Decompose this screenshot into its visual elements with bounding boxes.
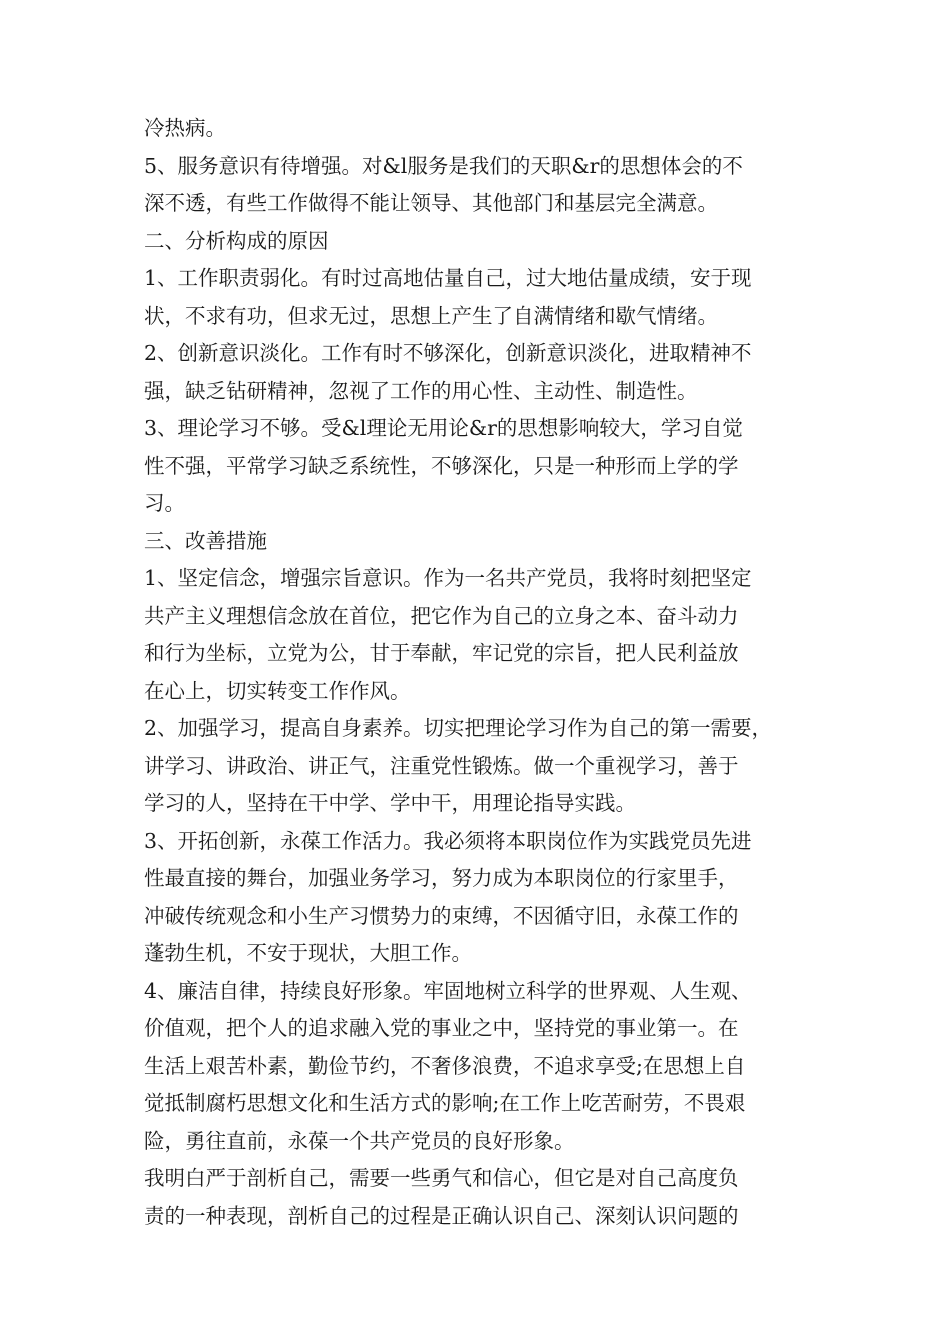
text-line: 1、工作职责弱化。有时过高地估量自己，过大地估量成绩，安于现 — [144, 266, 752, 290]
document-body — [144, 110, 814, 1235]
text-line: 价值观，把个人的追求融入党的事业之中，坚持党的事业第一。在 — [144, 1016, 739, 1040]
text-line: 生活上艰苦朴素，勤俭节约，不奢侈浪费，不追求享受;在思想上自 — [144, 1053, 746, 1078]
text-line: 学习的人，坚持在干中学、学中干，用理论指导实践。 — [144, 791, 636, 815]
text-line: 3、开拓创新，永葆工作活力。我必须将本职岗位作为实践党员先进 — [144, 828, 752, 853]
text-line: 5、服务意识有待增强。对&l服务是我们的天职&r的思想体会的不 — [144, 153, 743, 178]
text-line: 强，缺乏钻研精神，忽视了工作的用心性、主动性、制造性。 — [144, 378, 698, 403]
text-line: 4、廉洁自律，持续良好形象。牢固地树立科学的世界观、人生观、 — [144, 978, 752, 1003]
text-line: 1、坚定信念，增强宗旨意识。作为一名共产党员，我将时刻把坚定 — [144, 566, 752, 590]
text-line: 在心上，切实转变工作作风。 — [144, 678, 411, 703]
text-line: 性最直接的舞台，加强业务学习，努力成为本职岗位的行家里手， — [144, 866, 739, 890]
text-line: 冲破传统观念和小生产习惯势力的束缚，不因循守旧，永葆工作的 — [144, 903, 739, 928]
text-line: 蓬勃生机，不安于现状，大胆工作。 — [144, 941, 472, 965]
text-line: 冷热病。 — [144, 116, 226, 140]
text-line: 我明白严于剖析自己，需要一些勇气和信心，但它是对自己高度负 — [144, 1166, 739, 1190]
text-line: 3、理论学习不够。受&l理论无用论&r的思想影响较大，学习自觉 — [144, 416, 743, 440]
text-line: 责的一种表现，剖析自己的过程是正确认识自己、深刻认识问题的 — [144, 1203, 739, 1228]
text-line: 习。 — [144, 491, 185, 515]
text-line: 深不透，有些工作做得不能让领导、其他部门和基层完全满意。 — [144, 191, 718, 215]
text-line: 险，勇往直前，永葆一个共产党员的良好形象。 — [144, 1128, 575, 1153]
text-line: 共产主义理想信念放在首位，把它作为自己的立身之本、奋斗动力 — [144, 603, 739, 628]
text-line: 和行为坐标，立党为公，甘于奉献，牢记党的宗旨，把人民利益放 — [144, 641, 739, 665]
section-heading: 二、分析构成的原因 — [144, 228, 329, 253]
text-line: 性不强，平常学习缺乏系统性，不够深化，只是一种形而上学的学 — [144, 453, 739, 478]
text-line: 2、加强学习，提高自身素养。切实把理论学习作为自己的第一需要， — [144, 716, 773, 740]
text-line: 状，不求有功，但求无过，思想上产生了自满情绪和歇气情绪。 — [144, 303, 718, 328]
text-line: 讲学习、讲政治、讲正气，注重党性锻炼。做一个重视学习，善于 — [144, 753, 739, 778]
text-line: 觉抵制腐朽思想文化和生活方式的影响;在工作上吃苦耐劳，不畏艰 — [144, 1091, 746, 1115]
section-heading: 三、改善措施 — [144, 528, 267, 553]
text-line: 2、创新意识淡化。工作有时不够深化，创新意识淡化，进取精神不 — [144, 341, 752, 365]
